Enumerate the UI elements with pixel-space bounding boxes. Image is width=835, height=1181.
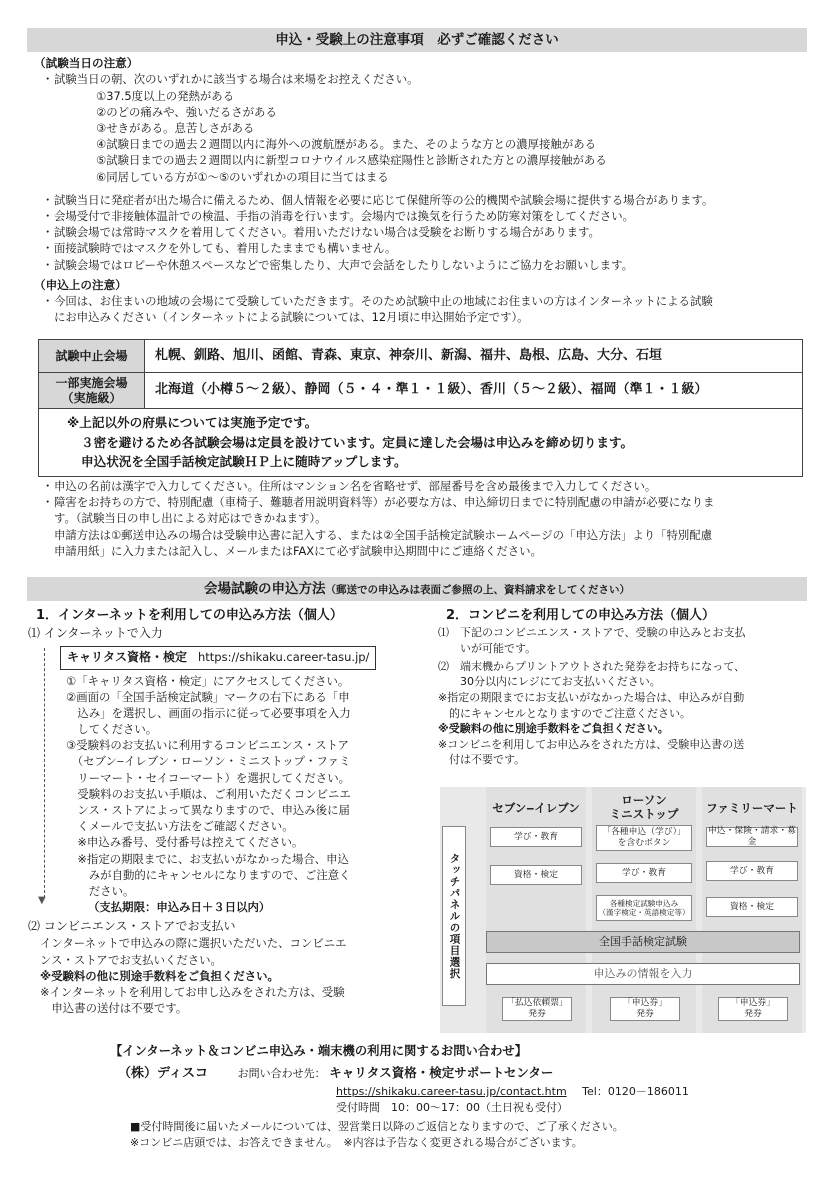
- venue-note-2: ３密を避けるため各試験会場は定員を設けています。定員に達した会場は申込みを締め切ります。: [81, 434, 634, 450]
- venue-note-1: ※上記以外の府県については実施予定です。: [67, 415, 318, 430]
- hours: 受付時間 10：00～17：00（土日祝も受付）: [336, 1100, 568, 1114]
- exam-day-intro: ・ 試験当日の朝、次のいずれかに該当する場合は来場をお控えください。: [32, 71, 802, 87]
- exam-day-section: [32, 55, 802, 326]
- store-note: ※コンビニ店頭では、お答えできません。 ※内容は予告なく変更される場合がございます。: [130, 1135, 583, 1149]
- internet-step1: ⑴ インターネットで入力: [28, 626, 163, 641]
- contact-heading: 【インターネット＆コンビニ申込み・端末機の利用に関するお問い合わせ】: [110, 1044, 527, 1058]
- partial-venues: 北海道（小樽５～２級）、静岡（５・４・準１・１級）、香川（５～２級）、福岡（準１・１級）: [145, 373, 803, 409]
- common-step-input: 申込みの情報を入力: [486, 963, 800, 985]
- method-band: 会場試験の申込方法（郵送での申込みは表面ご参照の上、資料請求をしてください）: [27, 577, 807, 601]
- touch-panel-label: タッチパネルの項目選択: [442, 826, 466, 1006]
- email-note: ■受付時間後に届いたメールについては、翌営業日以降のご返信となりますので、ご了承ください。: [130, 1120, 624, 1134]
- lawson-step-1: 「各種申込（学び）」 を含むボタン: [596, 825, 692, 851]
- contact-section: 【インターネット＆コンビニ申込み・端末機の利用に関するお問い合わせ】 （株）ディスコ お問い合わせ先： キャリタス資格・検定サポートセンター https://shikaku.career-tasu.jp/contact.htm Tel：0120－186011 受付時間 10：00～17：00（土日祝も受付） ■受付時間後に届いたメールについては、翌営業日以降のご返信となりますので、ご了承ください。 ※コンビニ店頭では、お答えできません。 ※内容は予告なく変更される場合がございます。: [104, 1043, 804, 1150]
- internet-heading: 1．インターネットを利用しての申込み方法（個人）: [36, 608, 343, 623]
- application-notes: ・ 申込の名前は漢字で入力してください。住所はマンション名を省略せず、部屋番号を含め最後まで入力してください。 ・ 障害をお持ちの方で、特別配慮（車椅子、難聴者用説明資料等）が必要な方は、申込締切日までに特別配慮の申請が必要になりま す。（試験当日の申し出による対応はできかねます）。 申請方法は①郵送申込みの場合は受験申込書に記入する、または②全国手話検定試験ホームページの「申込方法」より「特別配慮 申請用紙」に入力または記入し、メールまたはFAXにて必ず試験申込期間中にご連絡ください。: [32, 478, 802, 559]
- lawson-header: ローソン ミニストップ: [609, 793, 679, 822]
- symptom-item: ④試験日までの過去２週間以内に海外への渡航歴がある。また、そのような方との濃厚接触がある: [96, 137, 597, 152]
- flow-diagram: [440, 787, 806, 1033]
- tel: Tel：0120－186011: [582, 1084, 689, 1098]
- contact-url-link[interactable]: https://shikaku.career-tasu.jp/contact.htm: [336, 1084, 567, 1098]
- symptom-item: ⑤試験日までの過去２週間以内に新型コロナウイルス感染症陽性と診断された方との濃厚接触がある: [96, 153, 607, 168]
- application-line: にお申込みください（インターネットによる試験については、12月頃に申込開始予定です）。: [54, 310, 529, 325]
- family-step-2: 学び・教育: [706, 861, 798, 881]
- site-box[interactable]: キャリタス資格・検定 https://shikaku.career-tasu.jp/: [60, 646, 376, 669]
- venue-table: [38, 339, 803, 477]
- exam-day-bullet: ・ 面接試験時ではマスクを外しても、着用したままでも構いません。: [32, 240, 802, 256]
- application-line: ・ 今回は、お住まいの地域の会場にて受験していただきます。そのため試験中止の地域にお住まいの方はインターネットによる試験: [32, 293, 802, 309]
- exam-day-bullet: ・ 会場受付で非接触体温計での検温、手指の消毒を行います。会場内では換気を行うため防寒対策をしてください。: [32, 208, 802, 224]
- family-output: 「申込券」 発券: [718, 997, 788, 1021]
- cancelled-venues: 札幌、釧路、旭川、函館、青森、東京、神奈川、新潟、福井、島根、広島、大分、石垣: [145, 340, 803, 373]
- exam-day-heading: （試験当日の注意）: [34, 56, 139, 70]
- exam-day-bullet: ・ 試験会場では常時マスクを着用してください。着用いただけない場合は受験をお断りする場合があります。: [32, 224, 802, 240]
- application-heading: （申込上の注意）: [34, 277, 127, 292]
- company-name: （株）ディスコ: [118, 1066, 208, 1082]
- partial-label: 一部実施会場 （実施級）: [39, 373, 145, 409]
- seven-step-1: 学び・教育: [490, 827, 582, 847]
- venue-note-3: 申込状況を全国手話検定試験ＨＰ上に随時アップします。: [81, 454, 407, 470]
- common-step-exam: 全国手話検定試験: [486, 931, 800, 953]
- down-arrow-icon: ▼: [38, 895, 46, 906]
- seven-output: 「払込依頼票」 発券: [502, 997, 572, 1021]
- convenience-section: 2．コンビニを利用しての申込み方法（個人） ⑴ 下記のコンビニエンス・ストアで、受験の申込みとお支払 いが可能です。 ⑵ 端末機からプリントアウトされた発券をお持ちになって、 30分以内にレジにてお支払いください。 ※指定の期限までにお支払いがなかった場合は、申込みが自動 的にキャンセルとなりますのでご注意ください。 ※受験料の他に別途手数料をご負担ください。 ※コンビニを利用してお申込みをされた方は、受験申込書の送 付は不要です。: [438, 607, 810, 768]
- exam-day-bullet: ・ 試験当日に発症者が出た場合に備えるため、個人情報を必要に応じて保健所等の公的機関や試験会場に提供する場合があります。: [32, 192, 802, 208]
- lawson-step-3: 各種検定試験申込み （漢字検定・英語検定等）: [596, 895, 692, 921]
- flow-line: [44, 648, 45, 898]
- convenience-heading: 2．コンビニを利用しての申込み方法（個人）: [446, 608, 716, 623]
- internet-payment: インターネットで申込みの際に選択いただいた、コンビニエ ンス・ストアでお支払いください。 ※受験料の他に別途手数料をご負担ください。 ※インターネットを利用してお申し込みをされた方は、受験 申込書の送付は不要です。: [40, 936, 347, 1016]
- lawson-step-2: 学び・教育: [596, 863, 692, 883]
- deadline: （支払期限：申込み日＋３日以内）: [88, 900, 271, 915]
- symptom-item: ③せきがある。息苦しさがある: [96, 121, 255, 136]
- disability-note: ・ 障害をお持ちの方で、特別配慮（車椅子、難聴者用説明資料等）が必要な方は、申込締切日までに特別配慮の申請が必要になりま: [32, 494, 802, 510]
- exam-day-bullet: ・ 試験会場ではロビーや休憩スペースなどで密集したり、大声で会話をしたりしないようにご協力をお願いします。: [32, 257, 802, 273]
- lawson-output: 「申込券」 発券: [610, 997, 680, 1021]
- family-step-1: 申込・保険・請求・募金: [706, 827, 798, 847]
- symptom-item: ⑥同居している方が①～⑤のいずれかの項目に当てはまる: [96, 169, 389, 184]
- family-step-3: 資格・検定: [706, 897, 798, 917]
- name-note: ・ 申込の名前は漢字で入力してください。住所はマンション名を省略せず、部屋番号を含め最後まで入力してください。: [32, 478, 802, 494]
- seven-header: セブン‒イレブン: [492, 801, 580, 815]
- symptom-item: ②のどの痛みや、強いだるさがある: [96, 104, 277, 119]
- venue-note: [39, 409, 803, 477]
- cancelled-label: 試験中止会場: [39, 340, 145, 373]
- support-center: キャリタス資格・検定サポートセンター: [329, 1065, 554, 1081]
- symptom-item: ①37.5度以上の発熱がある: [96, 88, 235, 103]
- internet-section: [28, 607, 432, 1016]
- internet-steps: ①「キャリタス資格・検定」にアクセスしてください。 ②画面の「全国手話検定試験」マークの右下にある「申 込み」を選択し、画面の指示に従って必要事項を入力 してください。 ③受験料のお支払いに利用するコンビニエンス・ストア （セブン‒イレブン・ローソン・ミニストップ・ファミ リーマート・セイコーマート）を選択してください。 受験料のお支払い手順は、ご利用いただくコンビニエ ンス・ストアによって異なりますので、申込み後に届 くメールで支払い方法をご確認ください。 ※申込み番号、受付番号は控えてください。 ※指定の期限までに、お支払いがなかった場合、申込 みが自動的にキャンセルになりますので、ご注意く ださい。 （支払期限：申込み日＋３日以内）: [32, 673, 432, 916]
- family-header: ファミリーマート: [706, 801, 798, 815]
- internet-step2: ⑵ コンビニエンス・ストアでお支払い: [28, 919, 236, 934]
- seven-step-2: 資格・検定: [490, 865, 582, 885]
- page-title: 申込・受験上の注意事項 必ずご確認ください: [27, 28, 807, 52]
